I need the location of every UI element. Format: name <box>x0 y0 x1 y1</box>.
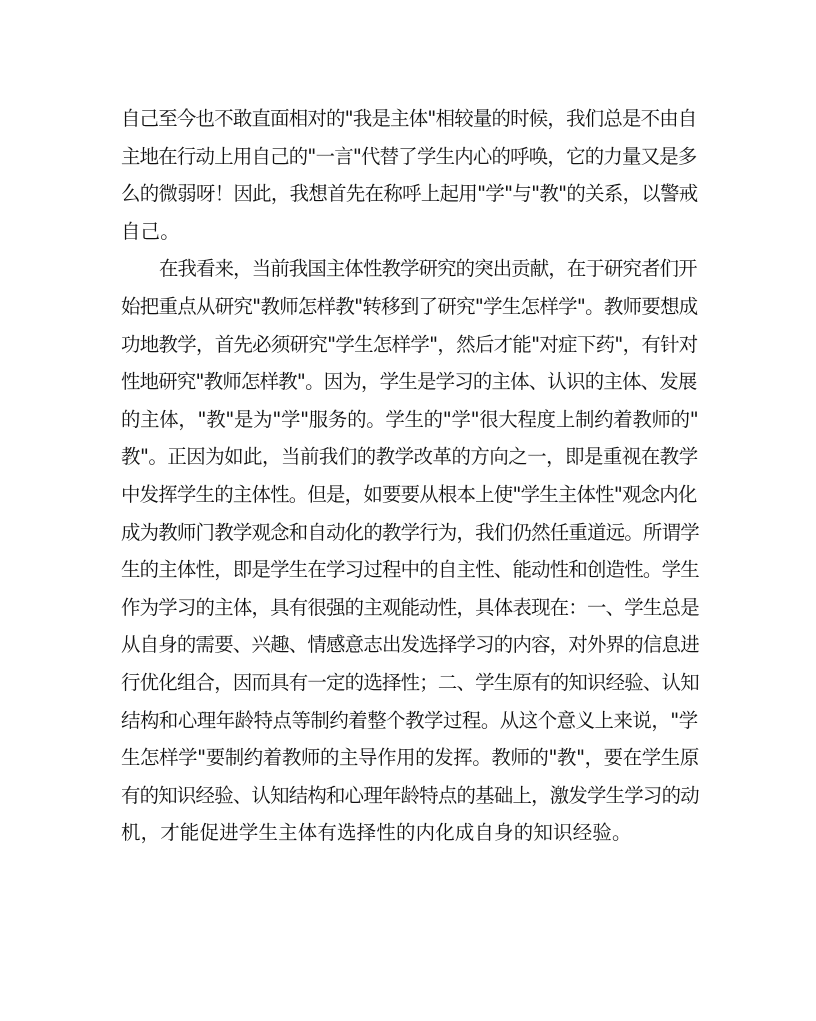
document-body <box>121 100 699 852</box>
text-line: 从自身的需要、兴趣、情感意志出发选择学习的内容，对外界的信息进 <box>121 633 699 657</box>
text-line: 结构和心理年龄特点等制约着整个教学过程。从这个意义上来说，"学 <box>121 708 698 732</box>
paragraph-1 <box>121 100 698 250</box>
text-line: 教"。正因为如此，当前我们的教学改革的方向之一，即是重视在教学 <box>121 445 698 469</box>
text-line: 主地在行动上用自己的"一言"代替了学生内心的呼唤，它的力量又是多 <box>121 144 697 168</box>
text-line: 始把重点从研究"教师怎样教"转移到了研究"学生怎样学"。教师要想成 <box>121 294 698 318</box>
text-line: 成为教师门教学观念和自动化的教学行为，我们仍然任重道远。所谓学 <box>121 520 699 544</box>
text-line: 自己至今也不敢直面相对的"我是主体"相较量的时候，我们总是不由自 <box>121 107 697 130</box>
text-line: 在我看来，当前我国主体性教学研究的突出贡献，在于研究者们开 <box>159 257 697 281</box>
text-line: 生的主体性，即是学生在学习过程中的自主性、能动性和创造性。学生 <box>121 558 699 582</box>
text-line: 有的知识经验、认知结构和心理年龄特点的基础上，激发学生学习的动 <box>121 783 699 807</box>
paragraph-2 <box>121 250 699 852</box>
text-line: 自己。 <box>121 219 180 243</box>
text-line: 机，才能促进学生主体有选择性的内化成自身的知识经验。 <box>121 821 632 845</box>
text-line: 中发挥学生的主体性。但是，如要要从根本上使"学生主体性"观念内化 <box>121 482 697 506</box>
text-line: 功地教学，首先必须研究"学生怎样学"，然后才能"对症下药"，有针对 <box>121 332 698 356</box>
text-line: 生怎样学"要制约着教师的主导作用的发挥。教师的"教"，要在学生原 <box>121 746 699 770</box>
text-line: 么的微弱呀！因此，我想首先在称呼上起用"学"与"教"的关系，以警戒 <box>121 182 698 206</box>
text-line: 行优化组合，因而具有一定的选择性；二、学生原有的知识经验、认知 <box>121 670 699 694</box>
text-line: 性地研究"教师怎样教"。因为，学生是学习的主体、认识的主体、发展 <box>121 370 697 394</box>
text-line: 的主体，"教"是为"学"服务的。学生的"学"很大程度上制约着教师的" <box>121 407 699 431</box>
text-line: 作为学习的主体，具有很强的主观能动性，具体表现在：一、学生总是 <box>121 595 699 619</box>
